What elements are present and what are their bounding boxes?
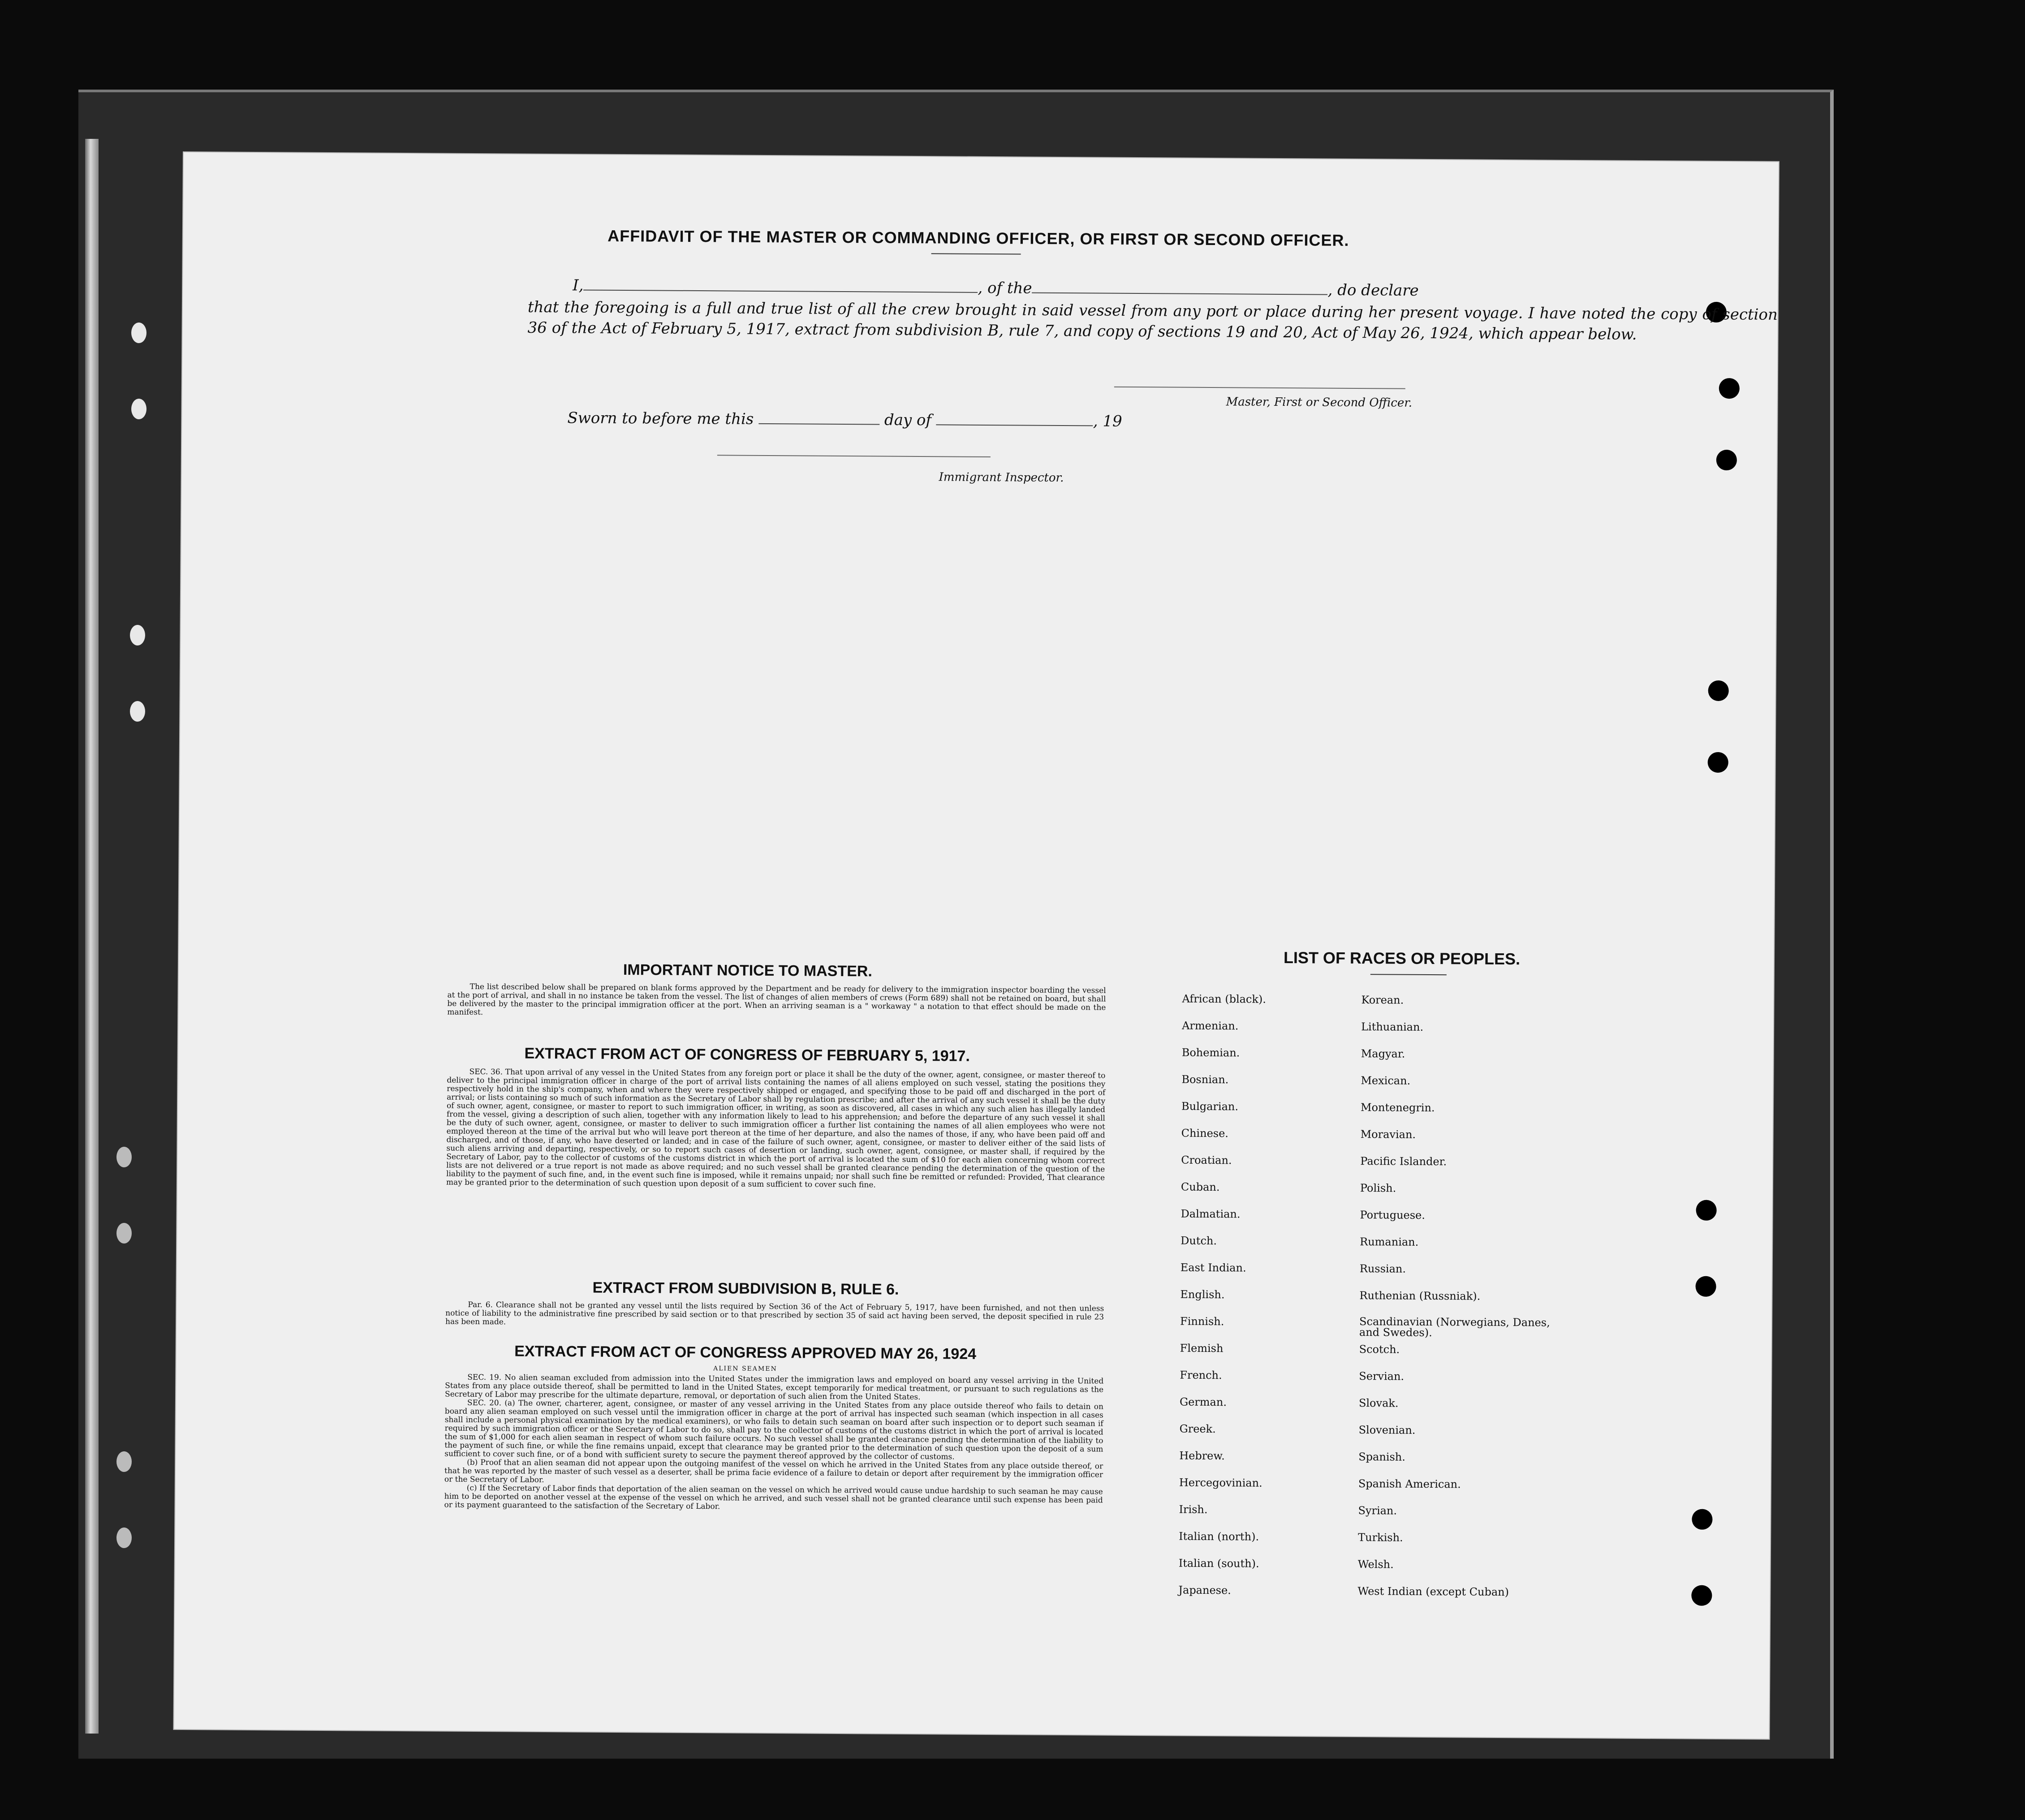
binder-hole xyxy=(116,1223,132,1243)
rule-6-text xyxy=(445,1301,1104,1330)
race-item: Spanish. xyxy=(1358,1450,1405,1463)
race-item: Hebrew. xyxy=(1179,1449,1225,1463)
name-blank[interactable] xyxy=(583,279,978,293)
races-right-column xyxy=(1357,994,1567,1613)
rule-6-paragraph: Par. 6. Clearance shall not be granted any vessel until the lists required by Section 36 of the Act of February 5, 1917, have been furnished, and not then unless notice of liability to the administrative fine prescribed by said section or to that prescribed by section 35 of said act having been served, the deposit specified in rule 23 has been made. xyxy=(445,1300,1104,1327)
races-left-column xyxy=(1178,993,1266,1611)
binder-hole xyxy=(130,625,145,645)
binder-hole xyxy=(116,1451,132,1472)
race-item: Lithuanian. xyxy=(1361,1020,1424,1033)
race-item: Welsh. xyxy=(1357,1558,1394,1571)
affidavit-title: AFFIDAVIT OF THE MASTER OR COMMANDING OFFICER, OR FIRST OR SECOND OFFICER. xyxy=(608,226,1349,250)
race-item: African (black). xyxy=(1182,992,1267,1006)
race-item: Slovak. xyxy=(1358,1397,1399,1410)
year-label: , 19 xyxy=(1093,412,1122,430)
day-of-label: day of xyxy=(884,411,932,430)
punch-hole xyxy=(1708,752,1728,773)
sec-19-paragraph: SEC. 19. No alien seaman excluded from admission into the United States under the immigration laws and employed on board any vessel arriving in the United States from any place outside thereof, shall be permitted to land in the United States, except temporarily for medical treatment, or pursuant to such regulations as the Secretary of Labor may prescribe for the ultimate departure, removal, or deportation of such alien from the United States. xyxy=(445,1373,1104,1402)
race-item: Montenegrin. xyxy=(1360,1101,1435,1114)
title-rule xyxy=(931,253,1021,254)
inspector-label: Immigrant Inspector. xyxy=(939,470,1064,485)
sec-20c-paragraph: (c) If the Secretary of Labor finds that deportation of the alien seaman on the vessel on which he arrived would cause undue hardship to such seaman he may cause him to be deported on another vessel at the expense of the vessel on which he arrived, and such vessel shall not be granted clearance until such expense has been paid or its payment guaranteed to the satisfaction of the Secretary of Labor. xyxy=(444,1483,1103,1511)
sec-20a-paragraph: SEC. 20. (a) The owner, charterer, agent, consignee, or master of any vessel arriving in the United States from any place outside thereof who fails to detain on board any alien seaman employed on such vessel until the immigration officer in charge at the port of arrival has inspected such seaman (which inspection in all cases shall include a personal physical examination by the medical examiners), or who fails to detain such seaman on board after such inspection or to deport such seaman if required by such immigration officer or the Secretary of Labor to do so, shall pay to the collector of customs of the customs district in which the port of arrival is located the sum of $1,000 for each alien seaman in respect of whom such failure occurs. No such vessel shall be granted clearance pending the determination of the liability to the payment of such fine, or while the fine remains unpaid, except that clearance may be granted prior to the determination of such question upon the deposit of a sum sufficient to cover such fine, or of a bond with sufficient surety to secure the payment thereof approved by the collector of customs. xyxy=(444,1398,1103,1462)
affidavit-declarant-line xyxy=(573,276,1419,300)
race-item: Scotch. xyxy=(1359,1343,1400,1356)
binder-hole xyxy=(130,701,145,722)
race-item: Pacific Islander. xyxy=(1360,1155,1447,1168)
act-1917-title: EXTRACT FROM ACT OF CONGRESS OF FEBRUARY 5, 1917. xyxy=(524,1045,970,1065)
race-item: French. xyxy=(1180,1368,1222,1382)
race-item: Turkish. xyxy=(1358,1531,1403,1544)
page-stack-edge xyxy=(85,139,99,1734)
race-item: Irish. xyxy=(1179,1503,1208,1516)
race-item: German. xyxy=(1179,1395,1227,1409)
rule-6-title: EXTRACT FROM SUBDIVISION B, RULE 6. xyxy=(592,1279,899,1298)
race-item: Mexican. xyxy=(1361,1074,1411,1087)
race-item: Syrian. xyxy=(1358,1504,1397,1517)
race-item: Dutch. xyxy=(1181,1234,1217,1248)
race-item: Spanish American. xyxy=(1358,1477,1461,1491)
sec-36-paragraph: SEC. 36. That upon arrival of any vessel in the United States from any foreign port or place it shall be the duty of the owner, agent, consignee, or master thereof to deliver to the principal immigration officer in charge of the port of arrival lists containing the names of all aliens employed on such vessel, stating the positions they respectively hold in the ship's company, when and where they were respectively shipped or engaged, and specifying those to be paid off and discharged in the port of arrival; or lists containing so much of such information as the Secretary of Labor shall by regulation prescribe; and after the arrival of any such vessel it shall be the duty of such owner, agent, consignee, or master to report to such immigration officer, in writing, as soon as discovered, all cases in which any such alien has illegally landed from the vessel, giving a description of such alien, together with any information likely to lead to his apprehension; and before the departure of any such vessel it shall be the duty of such owner, agent, consignee, or master to deliver to such immigration officer a further list containing the names of all alien employees who were not employed thereon at the time of the arrival but who will leave port thereon at the time of her departure, and also the names of those, if any, who have been paid off and discharged, and of those, if any, who have deserted or landed; and in case of the failure of such owner, agent, consignee, or master to deliver either of the said lists of such aliens arriving and departing, respectively, or so to report such cases of desertion or landing, such owner, agent, consignee, or master shall, if required by the Secretary of Labor, pay to the collector of customs of the customs district in which the port of arrival is located the sum of $10 for each alien concerning whom correct lists are not delivered or a true report is not made as above required; and no such vessel shall be granted clearance pending the determination of the question of the liability to the payment of such fine, and, in the event such fine is imposed, while it remains unpaid; nor shall such fine be remitted or refunded: Provided, That clearance may be granted prior to the determination of such question upon deposit of a sum sufficient to cover such fine. xyxy=(446,1067,1106,1190)
sworn-line xyxy=(567,409,1122,430)
sworn-label: Sworn to before me this xyxy=(567,409,754,428)
signature-label: Master, First or Second Officer. xyxy=(1226,395,1413,410)
race-item: Servian. xyxy=(1359,1370,1405,1383)
binder-hole xyxy=(116,1147,132,1167)
signature-line[interactable] xyxy=(1114,387,1405,389)
vessel-blank[interactable] xyxy=(1032,282,1328,295)
binder-hole xyxy=(116,1527,132,1548)
race-item: Rumanian. xyxy=(1360,1235,1419,1248)
race-item: Greek. xyxy=(1179,1422,1216,1436)
race-item: Italian (south). xyxy=(1178,1557,1259,1570)
race-item: Chinese. xyxy=(1181,1127,1229,1140)
act-1924-text xyxy=(444,1373,1104,1514)
binder-hole xyxy=(131,399,146,419)
i-label: I, xyxy=(573,276,584,295)
manifest-page xyxy=(174,152,1778,1739)
race-item: East Indian. xyxy=(1180,1261,1246,1274)
notice-text xyxy=(447,983,1106,1021)
month-blank[interactable] xyxy=(936,413,1093,426)
punch-hole xyxy=(1692,1509,1712,1530)
race-item: Korean. xyxy=(1361,994,1404,1007)
sec-20b-paragraph: (b) Proof that an alien seaman did not appear upon the outgoing manifest of the vessel on which he arrived in the United States from any place outside thereof, or that he was reported by the master of such vessel as a deserter, shall be prima facie evidence of a failure to detain or deport after requirement by the immigration officer or the Secretary of Labor. xyxy=(444,1458,1103,1484)
punch-hole xyxy=(1696,1200,1716,1221)
race-item: Armenian. xyxy=(1182,1019,1239,1033)
of-the-label: , of the xyxy=(978,279,1032,297)
race-item: Ruthenian (Russniak). xyxy=(1359,1289,1481,1303)
race-item: Moravian. xyxy=(1360,1128,1416,1141)
race-item: Bosnian. xyxy=(1181,1073,1229,1086)
alien-seamen-subtitle: ALIEN SEAMEN xyxy=(713,1365,777,1373)
race-item: West Indian (except Cuban) xyxy=(1357,1585,1509,1599)
race-item: Finnish. xyxy=(1180,1315,1224,1328)
race-item: English. xyxy=(1180,1288,1225,1301)
punch-hole xyxy=(1691,1585,1712,1606)
race-item: Bulgarian. xyxy=(1181,1100,1239,1113)
race-item: Magyar. xyxy=(1361,1047,1405,1060)
race-item: Dalmatian. xyxy=(1181,1207,1241,1221)
race-item: Flemish xyxy=(1180,1342,1224,1355)
race-item: Scandinavian (Norwegians, Danes, and Swedes). xyxy=(1359,1315,1550,1339)
act-1924-title: EXTRACT FROM ACT OF CONGRESS APPROVED MAY 26, 1924 xyxy=(514,1342,977,1363)
binder-hole xyxy=(131,323,146,343)
race-item: Portuguese. xyxy=(1360,1209,1426,1222)
race-item: Italian (north). xyxy=(1179,1530,1259,1543)
do-declare-label: , do declare xyxy=(1327,281,1419,300)
punch-hole xyxy=(1719,378,1740,399)
punch-hole xyxy=(1695,1276,1716,1297)
race-item: Russian. xyxy=(1359,1262,1406,1275)
affidavit-body: that the foregoing is a full and true list of all the crew brought in said vessel from any port or place during her present voyage. I have noted the copy of section 36 of the Act of February 5, 1917, extract from subdivision B, rule 7, and copy of sections 19 and 20, Act of May 26, 1924, which appear below. xyxy=(527,298,1778,344)
races-title-rule xyxy=(1370,974,1447,975)
punch-hole xyxy=(1708,680,1729,701)
race-item: Japanese. xyxy=(1178,1583,1231,1597)
race-item: Polish. xyxy=(1360,1182,1396,1195)
notice-paragraph: The list described below shall be prepared on blank forms approved by the Department and be ready for delivery to the immigration inspector boarding the vessel at the port of arrival, and shall in no instance be taken from the vessel. The list of changes of alien members of crews (Form 689) shall not be retained on board, but shall be delivered by the master to the principal immigration officer at the port. When an arriving seaman is a " workaway " a notation to that effect should be made on the manifest. xyxy=(447,982,1106,1017)
punch-hole xyxy=(1716,450,1737,470)
inspector-signature-line[interactable] xyxy=(717,455,991,457)
race-item: Hercegovinian. xyxy=(1179,1476,1262,1489)
race-item: Slovenian. xyxy=(1358,1424,1416,1437)
races-title: LIST OF RACES OR PEOPLES. xyxy=(1283,948,1521,968)
day-blank[interactable] xyxy=(758,413,879,425)
notice-title: IMPORTANT NOTICE TO MASTER. xyxy=(623,961,872,980)
act-1917-text xyxy=(446,1068,1106,1191)
race-item: Croatian. xyxy=(1181,1153,1232,1167)
race-item: Cuban. xyxy=(1181,1180,1220,1194)
race-item: Bohemian. xyxy=(1181,1046,1240,1059)
